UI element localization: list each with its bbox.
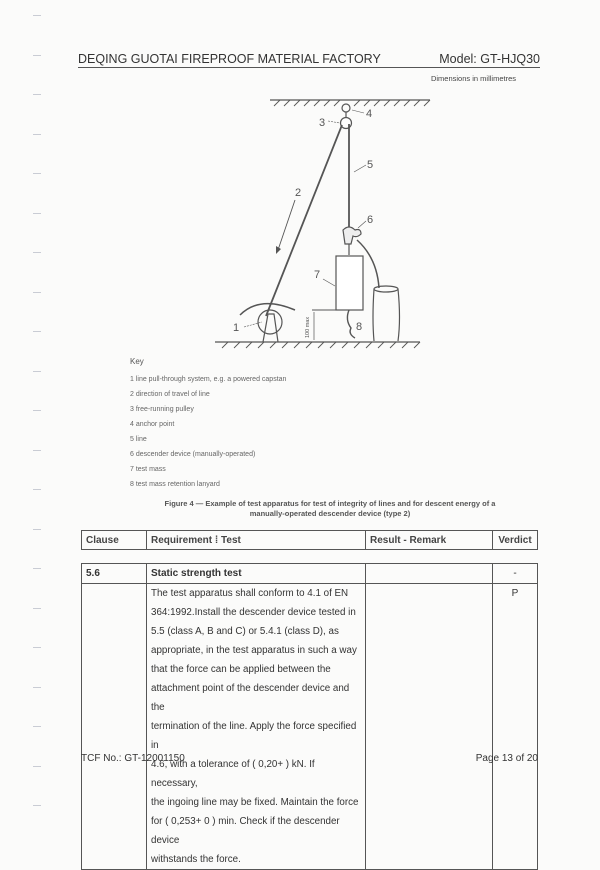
requirement-line: 364:1992.Install the descender device tested in	[151, 607, 356, 618]
test-mass	[336, 256, 363, 310]
key-item: 5 line	[130, 436, 147, 443]
callout-4: 4	[366, 108, 373, 120]
margin-tick	[33, 371, 41, 372]
header-requirement: Requirement ⁞ Test	[147, 531, 366, 550]
header-result: Result - Remark	[366, 531, 493, 550]
requirement-line: for ( 0,253+ 0 ) min. Check if the descender device	[151, 816, 340, 846]
header-verdict: Verdict	[493, 531, 538, 550]
margin-tick	[33, 726, 41, 727]
callout-6: 6	[367, 214, 374, 226]
figure-caption	[140, 499, 520, 519]
leader-3	[328, 121, 340, 123]
key-item: 2 direction of travel of line	[130, 391, 210, 398]
margin-tick	[33, 450, 41, 451]
caption-line: Figure 4 — Example of test apparatus for test of integrity of lines and for descent energy of a	[164, 499, 496, 508]
key-item: 3 free-running pulley	[130, 406, 194, 413]
verdict-cell: P	[493, 584, 538, 870]
leader-7	[323, 279, 335, 286]
verdict-cell: -	[493, 564, 538, 584]
direction-arrow	[278, 200, 295, 250]
line-to-capstan	[266, 125, 342, 316]
test-apparatus-figure	[0, 0, 600, 352]
table-row	[82, 584, 538, 870]
table-row	[82, 564, 538, 584]
margin-tick	[33, 608, 41, 609]
margin-tick	[33, 410, 41, 411]
table-header	[81, 530, 538, 550]
result-cell	[366, 584, 493, 870]
margin-tick	[33, 568, 41, 569]
header-clause: Clause	[82, 531, 147, 550]
requirement-line: attachment point of the descender device and the	[151, 683, 350, 713]
clause-cell	[82, 584, 147, 870]
requirement-line: termination of the line. Apply the force specified in	[151, 721, 357, 751]
anchor-point	[342, 104, 350, 112]
requirement-line: The test apparatus shall conform to 4.1 of EN	[151, 588, 349, 599]
dimensions-note: Dimensions in millimetres	[430, 74, 516, 83]
requirement-line: 5.5 (class A, B and C) or 5.4.1 (class D), as	[151, 626, 339, 637]
requirement-line: 4.6, with a tolerance of ( 0,20+ ) kN. If necessary,	[151, 759, 315, 789]
ceiling-hatch	[274, 100, 430, 106]
company-name: DEQING GUOTAI FIREPROOF MATERIAL FACTORY	[78, 52, 381, 66]
requirement-line: withstands the force.	[151, 854, 241, 865]
figure-key	[130, 356, 286, 492]
page-number: Page 13 of 20	[475, 753, 538, 764]
margin-tick	[33, 766, 41, 767]
leader-6	[358, 221, 366, 228]
callout-7: 7	[314, 269, 321, 281]
callout-3: 3	[319, 117, 326, 129]
margin-tick	[33, 687, 41, 688]
callout-5: 5	[367, 159, 374, 171]
requirement-line: that the force can be applied between the	[151, 664, 331, 675]
dimension-label: 100 max	[305, 316, 311, 338]
margin-tick	[33, 805, 41, 806]
result-cell	[366, 564, 493, 584]
key-item: 8 test mass retention lanyard	[130, 481, 220, 488]
margin-tick	[33, 529, 41, 530]
key-title: Key	[130, 357, 144, 366]
callout-1: 1	[233, 322, 240, 334]
clause-cell: 5.6	[82, 564, 147, 584]
floor-hatch	[222, 342, 420, 348]
requirement-cell	[147, 584, 366, 870]
collection-bag	[373, 289, 400, 341]
requirements-table	[81, 563, 538, 870]
key-item: 6 descender device (manually-operated)	[130, 451, 256, 458]
requirement-line: appropriate, in the test apparatus in such a way	[151, 645, 357, 656]
key-item: 7 test mass	[130, 466, 166, 473]
callout-8: 8	[356, 321, 363, 333]
margin-tick	[33, 647, 41, 648]
lanyard	[347, 310, 355, 338]
capstan-stand	[263, 314, 278, 342]
leader-5	[354, 165, 366, 172]
tcf-number: TCF No.: GT-12001150	[81, 753, 185, 764]
key-item: 1 line pull-through system, e.g. a powered capstan	[130, 376, 287, 383]
model-number: Model: GT-HJQ30	[439, 52, 540, 66]
caption-line: manually-operated descender device (type 2)	[249, 509, 411, 518]
requirement-line: the ingoing line may be fixed. Maintain the force	[151, 797, 359, 808]
callout-2: 2	[295, 187, 302, 199]
requirement-cell: Static strength test	[147, 564, 366, 584]
margin-tick	[33, 489, 41, 490]
collection-bag-top	[374, 286, 398, 292]
leader-4	[352, 110, 364, 113]
key-item: 4 anchor point	[130, 421, 175, 428]
